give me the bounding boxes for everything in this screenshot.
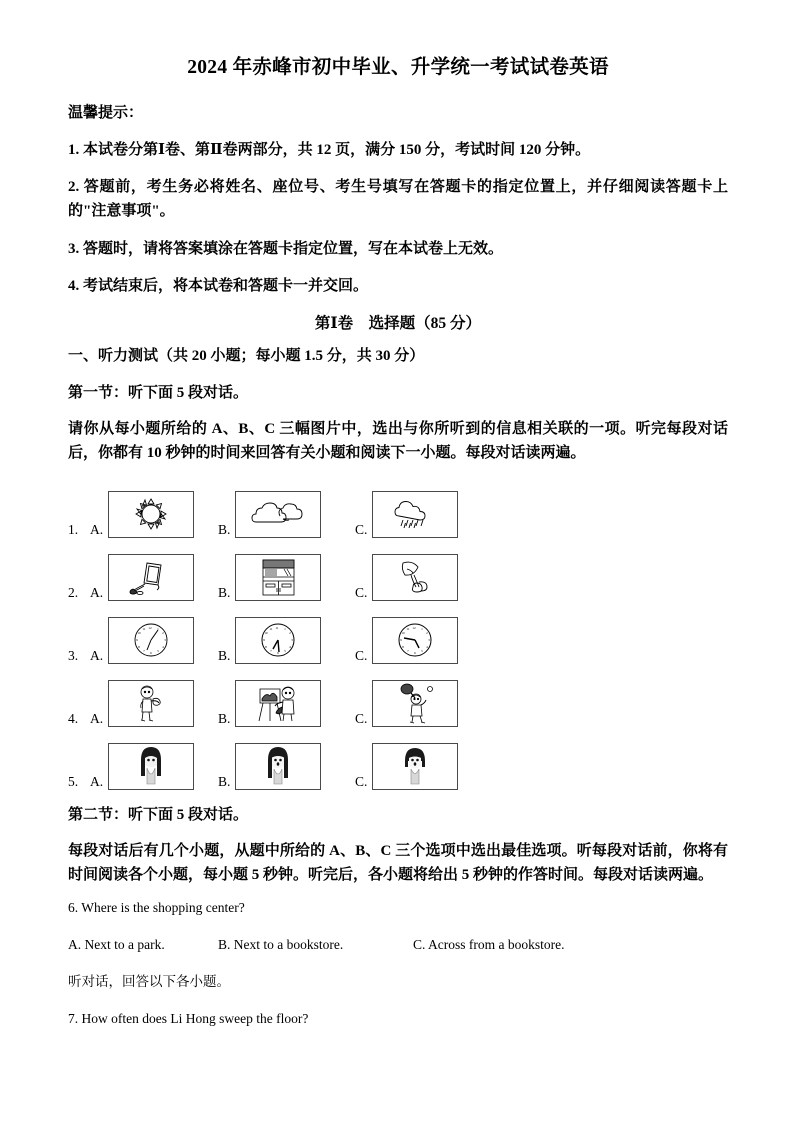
svg-text:8: 8 bbox=[265, 644, 268, 649]
picture-option[interactable] bbox=[218, 491, 355, 538]
page-title: 2024 年赤峰市初中毕业、升学统一考试试卷英语 bbox=[187, 57, 609, 78]
picture-question-row bbox=[68, 669, 728, 727]
question-number: 3. bbox=[68, 648, 79, 664]
part-one-title: 一、听力测试（共 20 小题；每小题 1.5 分，共 30 分） bbox=[68, 348, 425, 365]
question-number: 5. bbox=[68, 774, 79, 790]
picture-option[interactable] bbox=[355, 617, 492, 664]
picture-question-row bbox=[68, 606, 728, 664]
picture-question-grid bbox=[68, 480, 728, 790]
svg-text:6: 6 bbox=[150, 650, 152, 655]
option-label: B. bbox=[218, 522, 231, 538]
svg-text:6: 6 bbox=[277, 650, 280, 655]
child-painting-easel-icon[interactable] bbox=[235, 680, 321, 727]
tip-item-3: 3. 答题时，请将答案填涂在答题卡指定位置，写在本试卷上无效。 bbox=[68, 240, 504, 257]
option-label: C. bbox=[355, 585, 368, 601]
picture-option[interactable] bbox=[218, 743, 355, 790]
option-label: C. bbox=[355, 522, 368, 538]
option-label: B. bbox=[218, 711, 231, 727]
section-one-label: 第一节：听下面 5 段对话。 bbox=[68, 384, 249, 401]
svg-text:4: 4 bbox=[426, 644, 429, 649]
svg-text:5: 5 bbox=[284, 648, 287, 653]
picture-option[interactable] bbox=[68, 743, 218, 790]
svg-text:12: 12 bbox=[412, 625, 417, 630]
option-label: A. bbox=[90, 648, 104, 664]
question-6-options bbox=[68, 936, 728, 955]
svg-text:2: 2 bbox=[426, 630, 429, 635]
option-label: B. bbox=[218, 648, 231, 664]
clouds-icon[interactable] bbox=[235, 491, 321, 538]
svg-text:1: 1 bbox=[157, 626, 159, 631]
svg-text:4: 4 bbox=[162, 644, 164, 649]
svg-text:11: 11 bbox=[406, 626, 411, 631]
option-label: B. bbox=[218, 585, 231, 601]
section-one-instruction: 请你从每小题所给的 A、B、C 三幅图片中，选出与你所听到的信息相关联的一项。听完每段对话后，你都有 10 秒钟的时间来回答有关小题和阅读下一小题。每段对话读两遍。 bbox=[68, 420, 728, 462]
svg-text:4: 4 bbox=[289, 644, 292, 649]
girl-short-hair-icon[interactable] bbox=[372, 743, 458, 790]
svg-text:6: 6 bbox=[414, 650, 417, 655]
sun-icon[interactable] bbox=[108, 491, 194, 538]
svg-text:1: 1 bbox=[284, 626, 287, 631]
tips-heading: 温馨提示： bbox=[68, 105, 144, 122]
option-label: A. bbox=[90, 711, 104, 727]
question-number: 1. bbox=[68, 522, 79, 538]
svg-text:5: 5 bbox=[157, 648, 159, 653]
girl-long-straight-hair-icon[interactable] bbox=[108, 743, 194, 790]
question-6-option-b[interactable]: B. Next to a bookstore. bbox=[218, 937, 344, 953]
option-label: B. bbox=[218, 774, 231, 790]
picture-question-row bbox=[68, 732, 728, 790]
listen-prompt: 听对话，回答以下各小题。 bbox=[68, 974, 230, 990]
svg-text:5: 5 bbox=[421, 648, 424, 653]
question-7-stem: 7. How often does Li Hong sweep the floor? bbox=[68, 1011, 309, 1027]
svg-text:7: 7 bbox=[407, 648, 410, 653]
picture-option[interactable] bbox=[68, 617, 218, 664]
desk-lamp-icon[interactable] bbox=[372, 554, 458, 601]
svg-text:2: 2 bbox=[289, 630, 292, 635]
clock-nine-fifteen-icon[interactable] bbox=[372, 617, 458, 664]
child-playing-tennis-icon[interactable] bbox=[372, 680, 458, 727]
picture-option[interactable] bbox=[218, 554, 355, 601]
picture-question-row bbox=[68, 480, 728, 538]
section-two-instruction: 每段对话后有几个小题，从题中所给的 A、B、C 三个选项中选出最佳选项。听每段对话前，你将有时间阅读各个小题，每小题 5 秒钟。听完后，各小题将给出 5 秒钟的作答时间。每段对话读两遍。 bbox=[68, 842, 728, 884]
option-label: A. bbox=[90, 522, 104, 538]
tip-item-1: 1. 本试卷分第Ⅰ卷、第Ⅱ卷两部分，共 12 页，满分 150 分，考试时间 120 分钟。 bbox=[68, 141, 591, 158]
question-number: 2. bbox=[68, 585, 79, 601]
svg-text:7: 7 bbox=[270, 648, 273, 653]
svg-text:7: 7 bbox=[143, 648, 145, 653]
option-label: A. bbox=[90, 585, 104, 601]
svg-text:11: 11 bbox=[275, 625, 280, 630]
svg-text:3: 3 bbox=[428, 637, 431, 642]
tip-item-2: 2. 答题前，考生务必将姓名、座位号、考生号填写在答题卡的指定位置上，并仔细阅读答题卡上的"注意事项"。 bbox=[68, 179, 728, 220]
clock-one-forty-icon[interactable] bbox=[108, 617, 194, 664]
picture-option[interactable] bbox=[218, 680, 355, 727]
svg-text:1: 1 bbox=[421, 626, 424, 631]
girl-long-hair-bangs-icon[interactable] bbox=[235, 743, 321, 790]
svg-text:2: 2 bbox=[162, 630, 164, 635]
picture-option[interactable] bbox=[68, 680, 218, 727]
picture-option[interactable] bbox=[355, 491, 492, 538]
option-label: C. bbox=[355, 774, 368, 790]
picture-option[interactable] bbox=[68, 491, 218, 538]
svg-text:10: 10 bbox=[401, 630, 406, 635]
svg-text:9: 9 bbox=[400, 637, 403, 642]
svg-text:10: 10 bbox=[137, 630, 141, 635]
question-number: 4. bbox=[68, 711, 79, 727]
option-label: C. bbox=[355, 648, 368, 664]
child-playing-violin-icon[interactable] bbox=[108, 680, 194, 727]
svg-text:3: 3 bbox=[164, 637, 166, 642]
svg-text:9: 9 bbox=[263, 637, 266, 642]
svg-text:8: 8 bbox=[138, 644, 140, 649]
option-label: A. bbox=[90, 774, 104, 790]
picture-option[interactable] bbox=[355, 554, 492, 601]
picture-option[interactable] bbox=[218, 617, 355, 664]
picture-question-row bbox=[68, 543, 728, 601]
page-content bbox=[68, 55, 728, 1047]
bookshelf-cabinet-icon[interactable] bbox=[235, 554, 321, 601]
question-6-option-c[interactable]: C. Across from a bookstore. bbox=[413, 937, 565, 953]
rain-cloud-icon[interactable] bbox=[372, 491, 458, 538]
svg-text:9: 9 bbox=[136, 637, 138, 642]
picture-option[interactable] bbox=[355, 680, 492, 727]
svg-text:11: 11 bbox=[269, 626, 274, 631]
svg-text:10: 10 bbox=[264, 630, 269, 635]
svg-text:3: 3 bbox=[291, 637, 294, 642]
picture-option[interactable] bbox=[355, 743, 492, 790]
section-two-label: 第二节：听下面 5 段对话。 bbox=[68, 806, 249, 823]
question-6-stem: 6. Where is the shopping center? bbox=[68, 900, 245, 916]
svg-text:12: 12 bbox=[148, 625, 152, 630]
vacuum-cleaner-icon[interactable] bbox=[108, 554, 194, 601]
clock-six-thirty-icon[interactable] bbox=[235, 617, 321, 664]
paper-one-heading: 第Ⅰ卷 选择题（85 分） bbox=[314, 315, 482, 333]
question-6-option-a[interactable]: A. Next to a park. bbox=[68, 937, 165, 953]
picture-option[interactable] bbox=[68, 554, 218, 601]
option-label: C. bbox=[355, 711, 368, 727]
tip-item-4: 4. 考试结束后，将本试卷和答题卡一并交回。 bbox=[68, 278, 369, 295]
svg-text:11: 11 bbox=[142, 626, 146, 631]
svg-text:8: 8 bbox=[402, 644, 405, 649]
